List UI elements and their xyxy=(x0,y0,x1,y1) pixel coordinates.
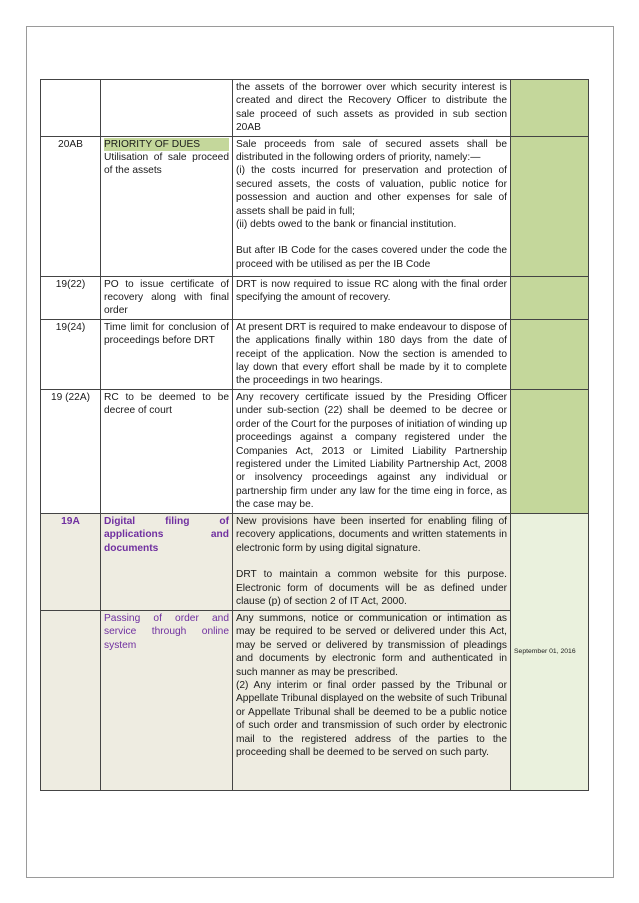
description-text: DRT to maintain a common website for this purpose. Electronic form of documents will be as defined under clause (p) of section 2 of IT Act, 2000. xyxy=(236,569,507,607)
section-cell: 19 (22A) xyxy=(41,389,101,513)
description-text: At present DRT is required to make endeavour to dispose of the applications finally within 180 days from the date of receipt of the application. Now the section is amended to lay down that every effort shall be made by it to complete the proceedings in two hearings. xyxy=(236,321,507,387)
date-cell xyxy=(511,513,589,790)
table-row xyxy=(41,513,589,610)
topic-cell xyxy=(101,136,233,276)
section-cell: 19(24) xyxy=(41,319,101,389)
topic-text: Time limit for conclusion of proceedings before DRT xyxy=(104,321,229,347)
section-cell: 19(22) xyxy=(41,276,101,319)
status-cell xyxy=(511,389,589,513)
description-text: New provisions have been inserted for enabling filing of recovery applications, documents and written statements in electronic form by using digital signature. xyxy=(236,515,507,554)
description-text: (i) the costs incurred for preservation and protection of secured assets, the costs of valuation, public notice for possession and auction and other expenses for sale of assets shall be paid in full; xyxy=(236,165,507,217)
topic-cell xyxy=(101,276,233,319)
description-cell xyxy=(233,319,511,389)
status-cell xyxy=(511,319,589,389)
description-cell xyxy=(233,80,511,137)
topic-text: RC to be deemed to be decree of court xyxy=(104,391,229,417)
table-row xyxy=(41,80,589,137)
topic-text: Digital filing of applications and documents xyxy=(104,515,229,554)
section-cell: 20AB xyxy=(41,136,101,276)
description-cell xyxy=(233,389,511,513)
description-cell xyxy=(233,136,511,276)
description-text: But after IB Code for the cases covered under the code the proceed with be utilised as per the IB Code xyxy=(236,245,507,270)
section-cell xyxy=(41,80,101,137)
topic-text: Passing of order and service through online system xyxy=(104,612,229,651)
status-cell xyxy=(511,80,589,137)
description-cell xyxy=(233,276,511,319)
effective-date: September 01, 2016 xyxy=(514,647,576,655)
description-text: DRT is now required to issue RC along with the final order specifying the amount of recovery. xyxy=(236,278,507,304)
status-cell xyxy=(511,276,589,319)
amendments-table xyxy=(40,79,589,791)
topic-cell xyxy=(101,319,233,389)
table-row xyxy=(41,276,589,319)
topic-text: PO to issue certificate of recovery along with final order xyxy=(104,278,229,317)
topic-cell xyxy=(101,513,233,610)
topic-cell xyxy=(101,80,233,137)
description-text: the assets of the borrower over which security interest is created and direct the Recovery Officer to distribute the sale proceed of such assets as provided in sub section 20AB xyxy=(236,82,507,134)
table-row xyxy=(41,136,589,276)
description-text: Any summons, notice or communication or intimation as may be required to be served or delivered under this Act, may be served or delivered by transmission of pleadings and documents by electronic form and authenticated in such manner as may be prescribed. xyxy=(236,612,507,678)
section-cell xyxy=(41,513,101,610)
table-row xyxy=(41,610,589,790)
description-text: (ii) debts owed to the bank or financial institution. xyxy=(236,219,457,231)
description-cell xyxy=(233,610,511,790)
topic-cell xyxy=(101,610,233,790)
table-row xyxy=(41,319,589,389)
topic-heading: PRIORITY OF DUES xyxy=(104,138,229,151)
status-cell xyxy=(511,136,589,276)
section-cell xyxy=(41,610,101,790)
topic-cell xyxy=(101,389,233,513)
description-cell xyxy=(233,513,511,610)
description-text: Sale proceeds from sale of secured assets shall be distributed in the following orders of priority, namely:— xyxy=(236,138,507,164)
description-text: Any recovery certificate issued by the Presiding Officer under sub-section (22) shall be deemed to be decree or order of the Court for the purposes of initiation of winding up proceedings against a company registered under the Companies Act, 2013 or Limited Liability Partnership registered under the Limited Liability Partnership Act, 2008 or insolvency proceedings against any individual or partnership firm under any law for the time eing in force, as the case may be. xyxy=(236,391,507,511)
topic-text: Utilisation of sale proceed of the assets xyxy=(104,152,229,177)
table-row xyxy=(41,389,589,513)
section-text: 19A xyxy=(61,515,80,527)
description-text: (2) Any interim or final order passed by the Tribunal or Appellate Tribunal displayed on the website of such Tribunal or Appellate Tribunal shall be deemed to be a public notice of such order and transmission of such order by electronic mail to the registered address of the parties to the proceeding shall be deemed to be served on such party. xyxy=(236,679,507,758)
